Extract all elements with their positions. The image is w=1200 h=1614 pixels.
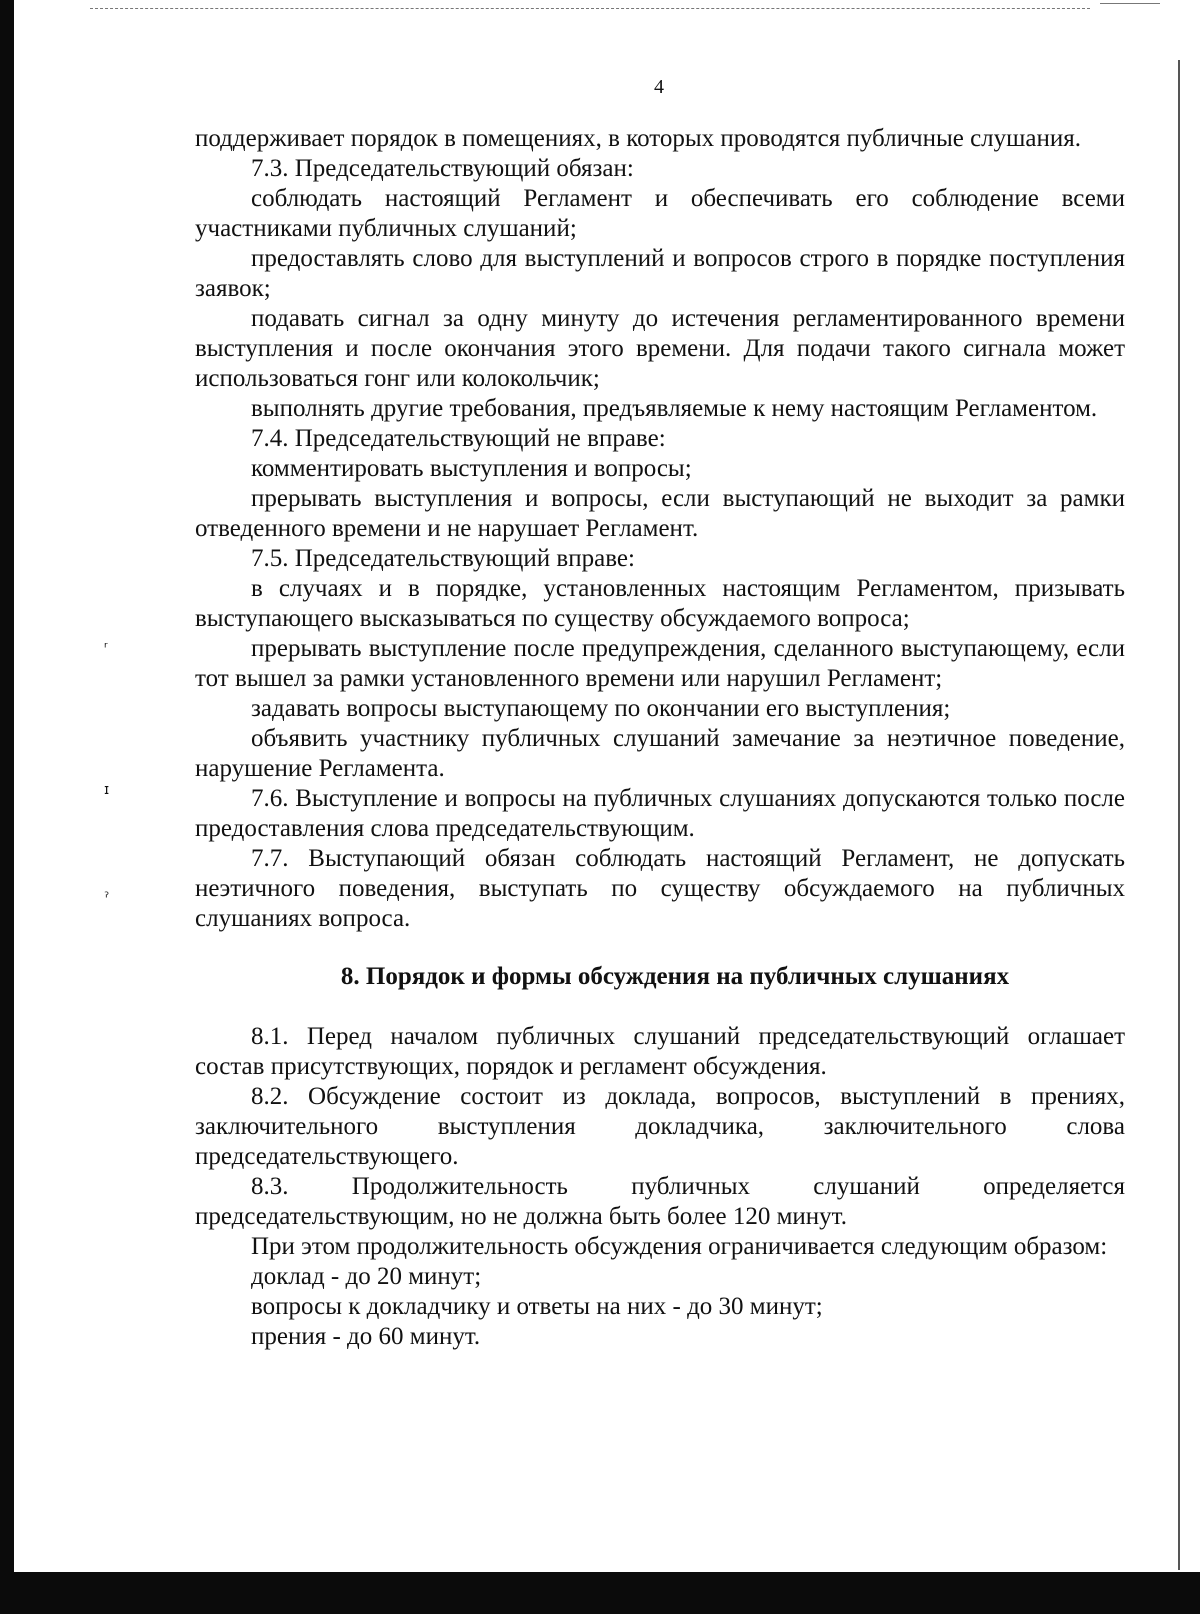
paragraph: вопросы к докладчику и ответы на них - до 30 минут; (251, 1293, 823, 1320)
scan-top-line-right (1100, 3, 1160, 4)
scan-speck: ɪ (104, 782, 110, 798)
paragraph: выполнять другие требования, предъявляемые к нему настоящим Регламентом. (251, 395, 1098, 422)
paragraph: прения - до 60 минут. (251, 1323, 481, 1350)
section-heading: 8. Порядок и формы обсуждения на публичных слушаниях (340, 963, 1010, 990)
paragraphs-after-section (195, 1022, 1125, 1352)
paragraph: в случаях и в порядке, установленных настоящим Регламентом, призывать выступающего высказываться по существу обсуждаемого вопроса; (195, 575, 1125, 632)
paragraph: задавать вопросы выступающему по окончании его выступления; (251, 695, 951, 722)
paragraph: прерывать выступления и вопросы, если выступающий не выходит за рамки отведенного времени и не нарушает Регламент. (195, 485, 1125, 542)
scan-left-edge (0, 0, 14, 1614)
paragraph: комментировать выступления и вопросы; (251, 455, 692, 482)
paragraph: соблюдать настоящий Регламент и обеспечивать его соблюдение всеми участниками публичных слушаний; (195, 185, 1125, 242)
paragraph: 7.4. Председательствующий не вправе: (251, 425, 666, 452)
scan-top-line (90, 8, 1090, 10)
paragraph: поддерживает порядок в помещениях, в которых проводятся публичные слушания. (195, 125, 1082, 152)
page-number: 4 (654, 76, 664, 98)
paragraph: 7.6. Выступление и вопросы на публичных слушаниях допускаются только после предоставления слова председательствующим. (195, 785, 1125, 842)
paragraph: 8.1. Перед началом публичных слушаний председательствующий оглашает состав присутствующих, порядок и регламент обсуждения. (195, 1023, 1125, 1080)
scan-right-edge (1178, 60, 1180, 1570)
scan-speck: ˀ (104, 890, 110, 906)
paragraph: предоставлять слово для выступлений и вопросов строго в порядке поступления заявок; (195, 245, 1125, 302)
paragraph: прерывать выступление после предупреждения, сделанного выступающему, если тот вышел за рамки установленного времени или нарушил Регламент; (195, 635, 1125, 692)
paragraph: При этом продолжительность обсуждения ограничивается следующим образом: (251, 1233, 1108, 1260)
paragraph: 7.3. Председательствующий обязан: (251, 155, 634, 182)
paragraph: 8.2. Обсуждение состоит из доклада, вопросов, выступлений в прениях, заключительного выступления докладчика, заключительного слова председательствующего. (195, 1083, 1125, 1170)
paragraph: 8.3. Продолжительность публичных слушаний определяется председательствующим, но не должна быть более 120 минут. (195, 1173, 1125, 1230)
paragraphs-before-section (195, 124, 1125, 934)
paragraph: 7.5. Председательствующий вправе: (251, 545, 635, 572)
paragraph: доклад - до 20 минут; (251, 1263, 482, 1290)
scan-speck: ʳ (104, 640, 108, 656)
paragraph: 7.7. Выступающий обязан соблюдать настоящий Регламент, не допускать неэтичного поведения, выступать по существу обсуждаемого на публичных слушаниях вопроса. (195, 845, 1125, 932)
scan-bottom-edge (0, 1572, 1200, 1614)
paragraph: подавать сигнал за одну минуту до истечения регламентированного времени выступления и после окончания этого времени. Для подачи такого сигнала может использоваться гонг или колокольчик; (195, 305, 1125, 392)
paragraph: объявить участнику публичных слушаний замечание за неэтичное поведение, нарушение Регламента. (195, 725, 1125, 782)
document-body (195, 124, 1125, 1352)
